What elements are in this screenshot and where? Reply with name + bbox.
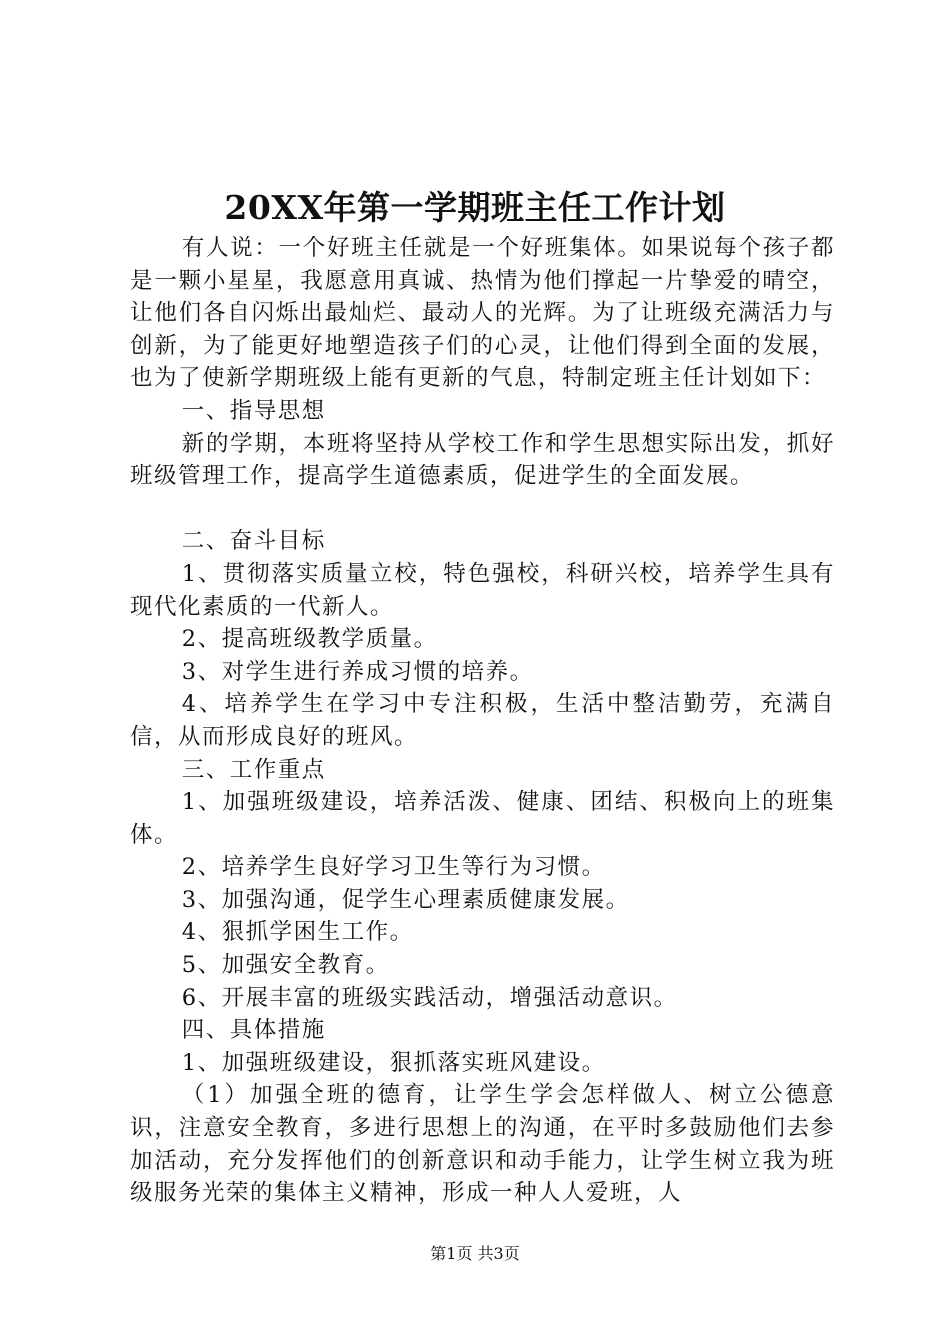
focus-item: 2、培养学生良好学习卫生等行为习惯。 [181,854,606,881]
goal-item: 4、培养学生在学习中专注积极，生活中整洁勤劳，充满自信，从而形成良好的班风。 [130,691,835,750]
document-title: 20XX年第一学期班主任工作计划 [224,188,726,227]
section-heading-work-focus: 三、工作重点 [181,756,326,783]
focus-item: 1、加强班级建设，培养活泼、健康、团结、积极向上的班集体。 [130,789,835,848]
focus-item: 4、狠抓学困生工作。 [181,919,414,946]
focus-item: 6、开展丰富的班级实践活动，增强活动意识。 [181,984,678,1011]
measure-item: 1、加强班级建设，狠抓落实班风建设。 [181,1049,606,1076]
document-body [130,232,835,1210]
goal-item: 3、对学生进行养成习惯的培养。 [181,658,534,685]
focus-item: 3、加强沟通，促学生心理素质健康发展。 [181,886,630,913]
section-heading-measures: 四、具体措施 [181,1017,326,1044]
intro-paragraph: 有人说：一个好班主任就是一个好班集体。如果说每个孩子都是一颗小星星，我愿意用真诚、热情为他们撑起一片挚爱的晴空，让他们各自闪烁出最灿烂、最动人的光辉。为了让班级充满活力与创新，为了能更好地塑造孩子们的心灵，让他们得到全面的发展，也为了使新学期班级上能有更新的气息，特制定班主任计划如下： [130,235,835,392]
focus-item: 5、加强安全教育。 [181,952,390,979]
measure-subitem: （1）加强全班的德育，让学生学会怎样做人、树立公德意识，注意安全教育，多进行思想上的沟通，在平时多鼓励他们去参加活动，充分发挥他们的创新意识和动手能力，让学生树立我为班级服务光荣的集体主义精神，形成一种人人爱班，人 [130,1082,835,1207]
section-heading-guiding-thought: 一、指导思想 [181,397,326,424]
goal-item: 1、贯彻落实质量立校，特色强校，科研兴校，培养学生具有现代化素质的一代新人。 [130,560,835,620]
goal-item: 2、提高班级教学质量。 [181,626,438,653]
guiding-thought-paragraph: 新的学期，本班将坚持从学校工作和学生思想实际出发，抓好班级管理工作，提高学生道德素质，促进学生的全面发展。 [130,430,835,490]
section-heading-goals: 二、奋斗目标 [181,528,326,555]
page-footer: 第1页 共3页 [430,1244,520,1263]
